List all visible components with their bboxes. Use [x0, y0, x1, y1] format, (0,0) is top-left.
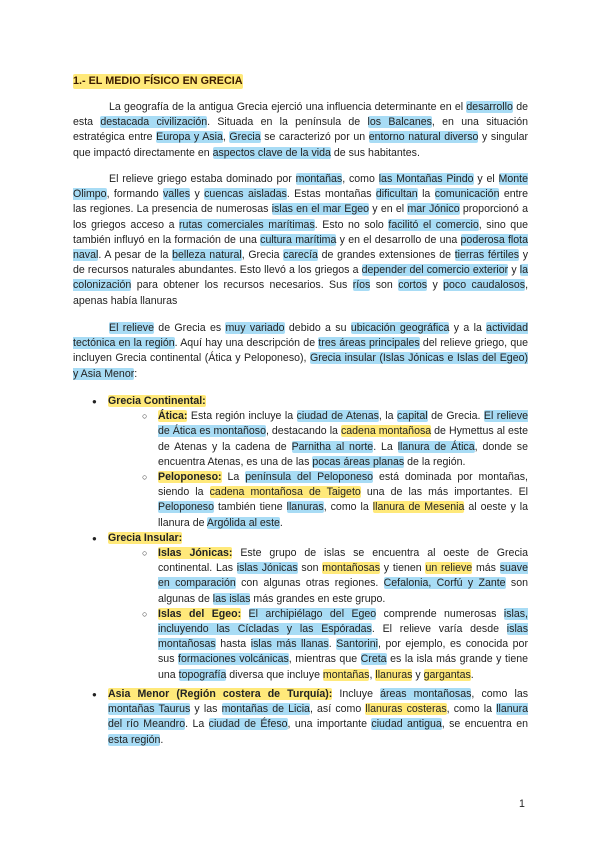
text-run: más grandes en este grupo. [250, 592, 386, 605]
text-run: de Hymettus al este de Atenas y la cadena de [158, 425, 528, 453]
highlighted-text: Argólida al este [206, 516, 280, 529]
highlighted-text: islas montañosas [158, 623, 528, 651]
highlighted-text: El archipiélago del Egeo [248, 607, 377, 620]
highlighted-text: Monte Olimpo [73, 173, 528, 201]
highlighted-text: dificultan [375, 188, 418, 201]
asia-list [92, 687, 528, 748]
text-run: . A pesar de la [98, 249, 173, 262]
highlighted-text: Europa y Asia [156, 131, 223, 144]
regions-list [92, 394, 528, 683]
highlighted-text: El relieve de Ática es montañoso [158, 410, 529, 438]
list-item-region [92, 394, 528, 531]
text-run: y [412, 668, 424, 681]
text-run: Este grupo de islas se encuentra al oeste de Grecia continental. Las [158, 547, 528, 575]
highlighted-text: llanura de Ática [397, 440, 475, 453]
highlighted-text: montañas Taurus [108, 703, 191, 716]
text-run: . Situada en la península de [207, 116, 368, 129]
text-run: . El relieve varía desde [371, 623, 507, 636]
text-run: Incluye [332, 688, 381, 700]
highlighted-text: Islas Jónicas: [158, 547, 233, 560]
list-item-heading [108, 394, 528, 409]
text-run: son algunas de [158, 577, 528, 605]
text-run: , así como [309, 703, 366, 716]
highlighted-text: montañas [295, 173, 343, 185]
page-number: 1 [519, 798, 525, 810]
text-run: diversa que incluye [226, 668, 323, 681]
text-run: con algunas otras regiones. [235, 577, 384, 590]
text-run: , como [342, 173, 379, 185]
text-run: y las [190, 703, 222, 716]
highlighted-text: llanuras [286, 501, 324, 514]
highlighted-text: Asia Menor (Región costera de Turquía): [108, 688, 333, 700]
text-run: la [417, 188, 435, 201]
list-item-text [108, 687, 528, 748]
text-run: , donde se encuentra Atenas, es una de las [158, 440, 528, 468]
highlighted-text: poco caudalosos [443, 279, 526, 292]
section-title: 1.- EL MEDIO FÍSICO EN GRECIA [73, 74, 243, 89]
text-run: , destacando la [265, 425, 341, 438]
highlighted-text: belleza natural [172, 249, 242, 262]
highlighted-text: poderosa flota naval [73, 233, 528, 262]
highlighted-text: un relieve [425, 562, 473, 575]
text-run: de Grecia es [153, 322, 226, 334]
highlighted-text: islas, incluyendo las Cícladas y las Espóradas [158, 607, 528, 636]
text-run: . La [373, 440, 398, 453]
text-run: . Esto no solo [314, 218, 389, 231]
text-run: y [427, 279, 444, 292]
text-run [241, 608, 248, 620]
text-run: es la isla más grande y tiene una [158, 653, 529, 681]
highlighted-text: esta región [108, 733, 161, 746]
text-run: y en el [369, 203, 408, 216]
text-run: y en el desarrollo de una [336, 233, 461, 246]
text-run: proporcionó a los griegos acceso a [73, 203, 528, 231]
highlighted-text: ciudad de Atenas [296, 410, 379, 423]
text-run: , [369, 668, 376, 681]
text-run: y de recursos naturales abundantes. Esto llevó a los griegos a [73, 249, 529, 277]
highlighted-text: muy variado [225, 322, 285, 334]
text-run: . [328, 638, 337, 651]
highlighted-text: entorno natural diverso [368, 131, 479, 144]
text-run: y a la [449, 322, 487, 334]
highlighted-text: islas Jónicas [236, 562, 298, 575]
highlighted-text: islas más llanas [250, 638, 329, 651]
text-run: , mientras que [288, 653, 361, 666]
text-run: comprende numerosas [376, 607, 504, 620]
text-run: , la [378, 410, 397, 423]
highlighted-text: ubicación geográfica [350, 322, 450, 334]
text-run: más [472, 562, 500, 575]
text-run: , como la [323, 501, 373, 514]
highlighted-text: llanura del río Meandro [108, 703, 528, 731]
sub-list-item [142, 409, 528, 470]
highlighted-text: llanuras costeras [365, 703, 447, 716]
highlighted-text: Grecia Continental: [108, 395, 206, 407]
paragraph-intro [73, 100, 528, 161]
highlighted-text: ciudad de Éfeso [208, 718, 288, 731]
text-run: , una importante [287, 718, 372, 731]
highlighted-text: la colonización [73, 264, 528, 292]
text-run: . La [185, 718, 209, 731]
text-run: para obtener los recursos necesarios. Sus [131, 279, 353, 292]
highlighted-text: valles [163, 188, 191, 201]
text-run: La geografía de la antigua Grecia ejerció una influencia determinante en el [109, 101, 467, 113]
highlighted-text: Santorini [336, 638, 379, 651]
list-item-heading [108, 531, 528, 546]
highlighted-text: Grecia Insular: [108, 531, 183, 544]
text-run: , sino que también influyó en la formación de una [73, 218, 528, 246]
text-run: del relieve griego, que incluyen Grecia continental (Ática y Peloponeso), [73, 337, 529, 365]
highlighted-text: aspectos clave de la vida [212, 146, 331, 159]
highlighted-text: cadena montañosa [340, 425, 432, 438]
highlighted-text: montañas de Licia [221, 703, 310, 716]
highlighted-text: ciudad antigua [371, 718, 442, 731]
highlighted-text: depender del comercio exterior [361, 264, 509, 277]
text-run: se caracterizó por un [260, 131, 369, 144]
highlighted-text: gargantas [423, 668, 471, 681]
text-run: , en una situación estratégica entre [73, 116, 529, 144]
text-run: , por ejemplo, es conocida por sus [158, 638, 528, 666]
text-run: y tienen [380, 562, 426, 575]
highlighted-text: destacada civilización [100, 116, 208, 129]
highlighted-text: Grecia [229, 131, 261, 144]
highlighted-text: cadena montañosa de Taigeto [209, 486, 361, 499]
highlighted-text: ríos [352, 279, 371, 292]
text-run: son [297, 562, 323, 575]
text-run: , Grecia [241, 249, 284, 262]
text-run: . Estas montañas [286, 188, 376, 201]
text-run: : [134, 367, 138, 380]
text-run: son [370, 279, 399, 292]
text-run: , como las [471, 688, 529, 700]
highlighted-text: mar Jónico [407, 203, 460, 216]
highlighted-text: comunicación [434, 188, 500, 201]
text-run: de grandes extensiones de [317, 249, 455, 262]
text-run: al oeste y la llanura de [158, 501, 528, 529]
highlighted-text: península del Peloponeso [245, 471, 374, 484]
list-item-asia-menor [92, 687, 528, 748]
highlighted-text: cortos [398, 279, 428, 292]
highlighted-text: tres áreas principales [318, 337, 420, 350]
text-run: . Aquí hay una descripción de [174, 337, 319, 350]
paragraph-areas [73, 321, 528, 382]
text-run: está dominada por montañas, siendo la [158, 471, 529, 499]
sub-list-item [142, 546, 528, 607]
text-run: , como la [446, 703, 497, 716]
text-run: , formando [106, 188, 163, 201]
highlighted-text: cuencas aisladas [204, 188, 287, 201]
text-run: entre las regiones. La presencia de numerosas [73, 188, 528, 216]
highlighted-text: montañas [322, 668, 370, 681]
highlighted-text: pocas áreas planas [312, 455, 405, 468]
text-run: de esta [73, 101, 528, 129]
highlighted-text: formaciones volcánicas [178, 653, 289, 666]
text-run: una de las más importantes. El [360, 486, 528, 499]
highlighted-text: Parnitha al norte [291, 440, 374, 453]
text-run: . [160, 733, 164, 746]
highlighted-text: llanuras [375, 668, 413, 681]
highlighted-text: El relieve [109, 322, 154, 334]
highlighted-text: áreas montañosas [380, 688, 472, 700]
highlighted-text: Peloponeso: [158, 471, 222, 484]
text-run: , apenas había llanuras [73, 279, 529, 307]
highlighted-text: facilitó el comercio [388, 218, 479, 231]
sub-list [108, 546, 528, 683]
text-run: Esta región incluye la [187, 410, 297, 423]
text-run: y singular que impactó directamente en [73, 131, 529, 159]
highlighted-text: rutas comerciales marítimas [179, 218, 315, 231]
text-run: y [508, 264, 520, 277]
highlighted-text: carecía [283, 249, 318, 262]
highlighted-text: las islas [212, 592, 251, 605]
highlighted-text: montañosas [322, 562, 380, 575]
text-run: El relieve griego estaba dominado por [109, 173, 296, 185]
highlighted-text: capital [397, 410, 428, 423]
text-run: y el [473, 173, 499, 185]
text-run: . [279, 516, 283, 529]
sub-list-item [142, 607, 528, 683]
paragraph-relief [73, 172, 528, 309]
highlighted-text: Grecia insular (Islas Jónicas e Islas del Egeo) y Asia Menor [73, 352, 529, 380]
highlighted-text: Ática: [158, 410, 188, 423]
highlighted-text: los Balcanes [367, 116, 432, 129]
text-run: de sus habitantes. [330, 146, 420, 159]
highlighted-text: Cefalonia, Corfú y Zante [383, 577, 506, 590]
text-run: , [222, 131, 230, 144]
text-run: también tiene [213, 501, 287, 514]
text-run: , se encuentra en [441, 718, 528, 731]
sub-list [108, 409, 528, 531]
text-run: . [470, 668, 474, 681]
text-run: y [190, 188, 205, 201]
highlighted-text: cultura marítima [260, 233, 337, 246]
text-run: La [221, 471, 246, 484]
text-run: de la región. [404, 455, 466, 468]
text-run: hasta [215, 638, 251, 651]
sub-list-item [142, 470, 528, 531]
highlighted-text: desarrollo [466, 101, 513, 113]
highlighted-text: las Montañas Pindo [378, 173, 474, 185]
highlighted-text: Peloponeso [158, 501, 214, 514]
highlighted-text: llanura de Mesenia [372, 501, 465, 514]
highlighted-text: Islas del Egeo: [158, 607, 242, 620]
highlighted-text: suave en comparación [158, 562, 528, 590]
text-run: debido a su [284, 322, 351, 334]
highlighted-text: actividad tectónica en la región [73, 322, 528, 350]
highlighted-text: islas en el mar Egeo [271, 203, 369, 216]
highlighted-text: Creta [360, 653, 387, 666]
text-run: de Grecia. [427, 410, 484, 423]
highlighted-text: topografía [178, 668, 227, 681]
list-item-region [92, 531, 528, 683]
highlighted-text: tierras fértiles [454, 249, 520, 262]
